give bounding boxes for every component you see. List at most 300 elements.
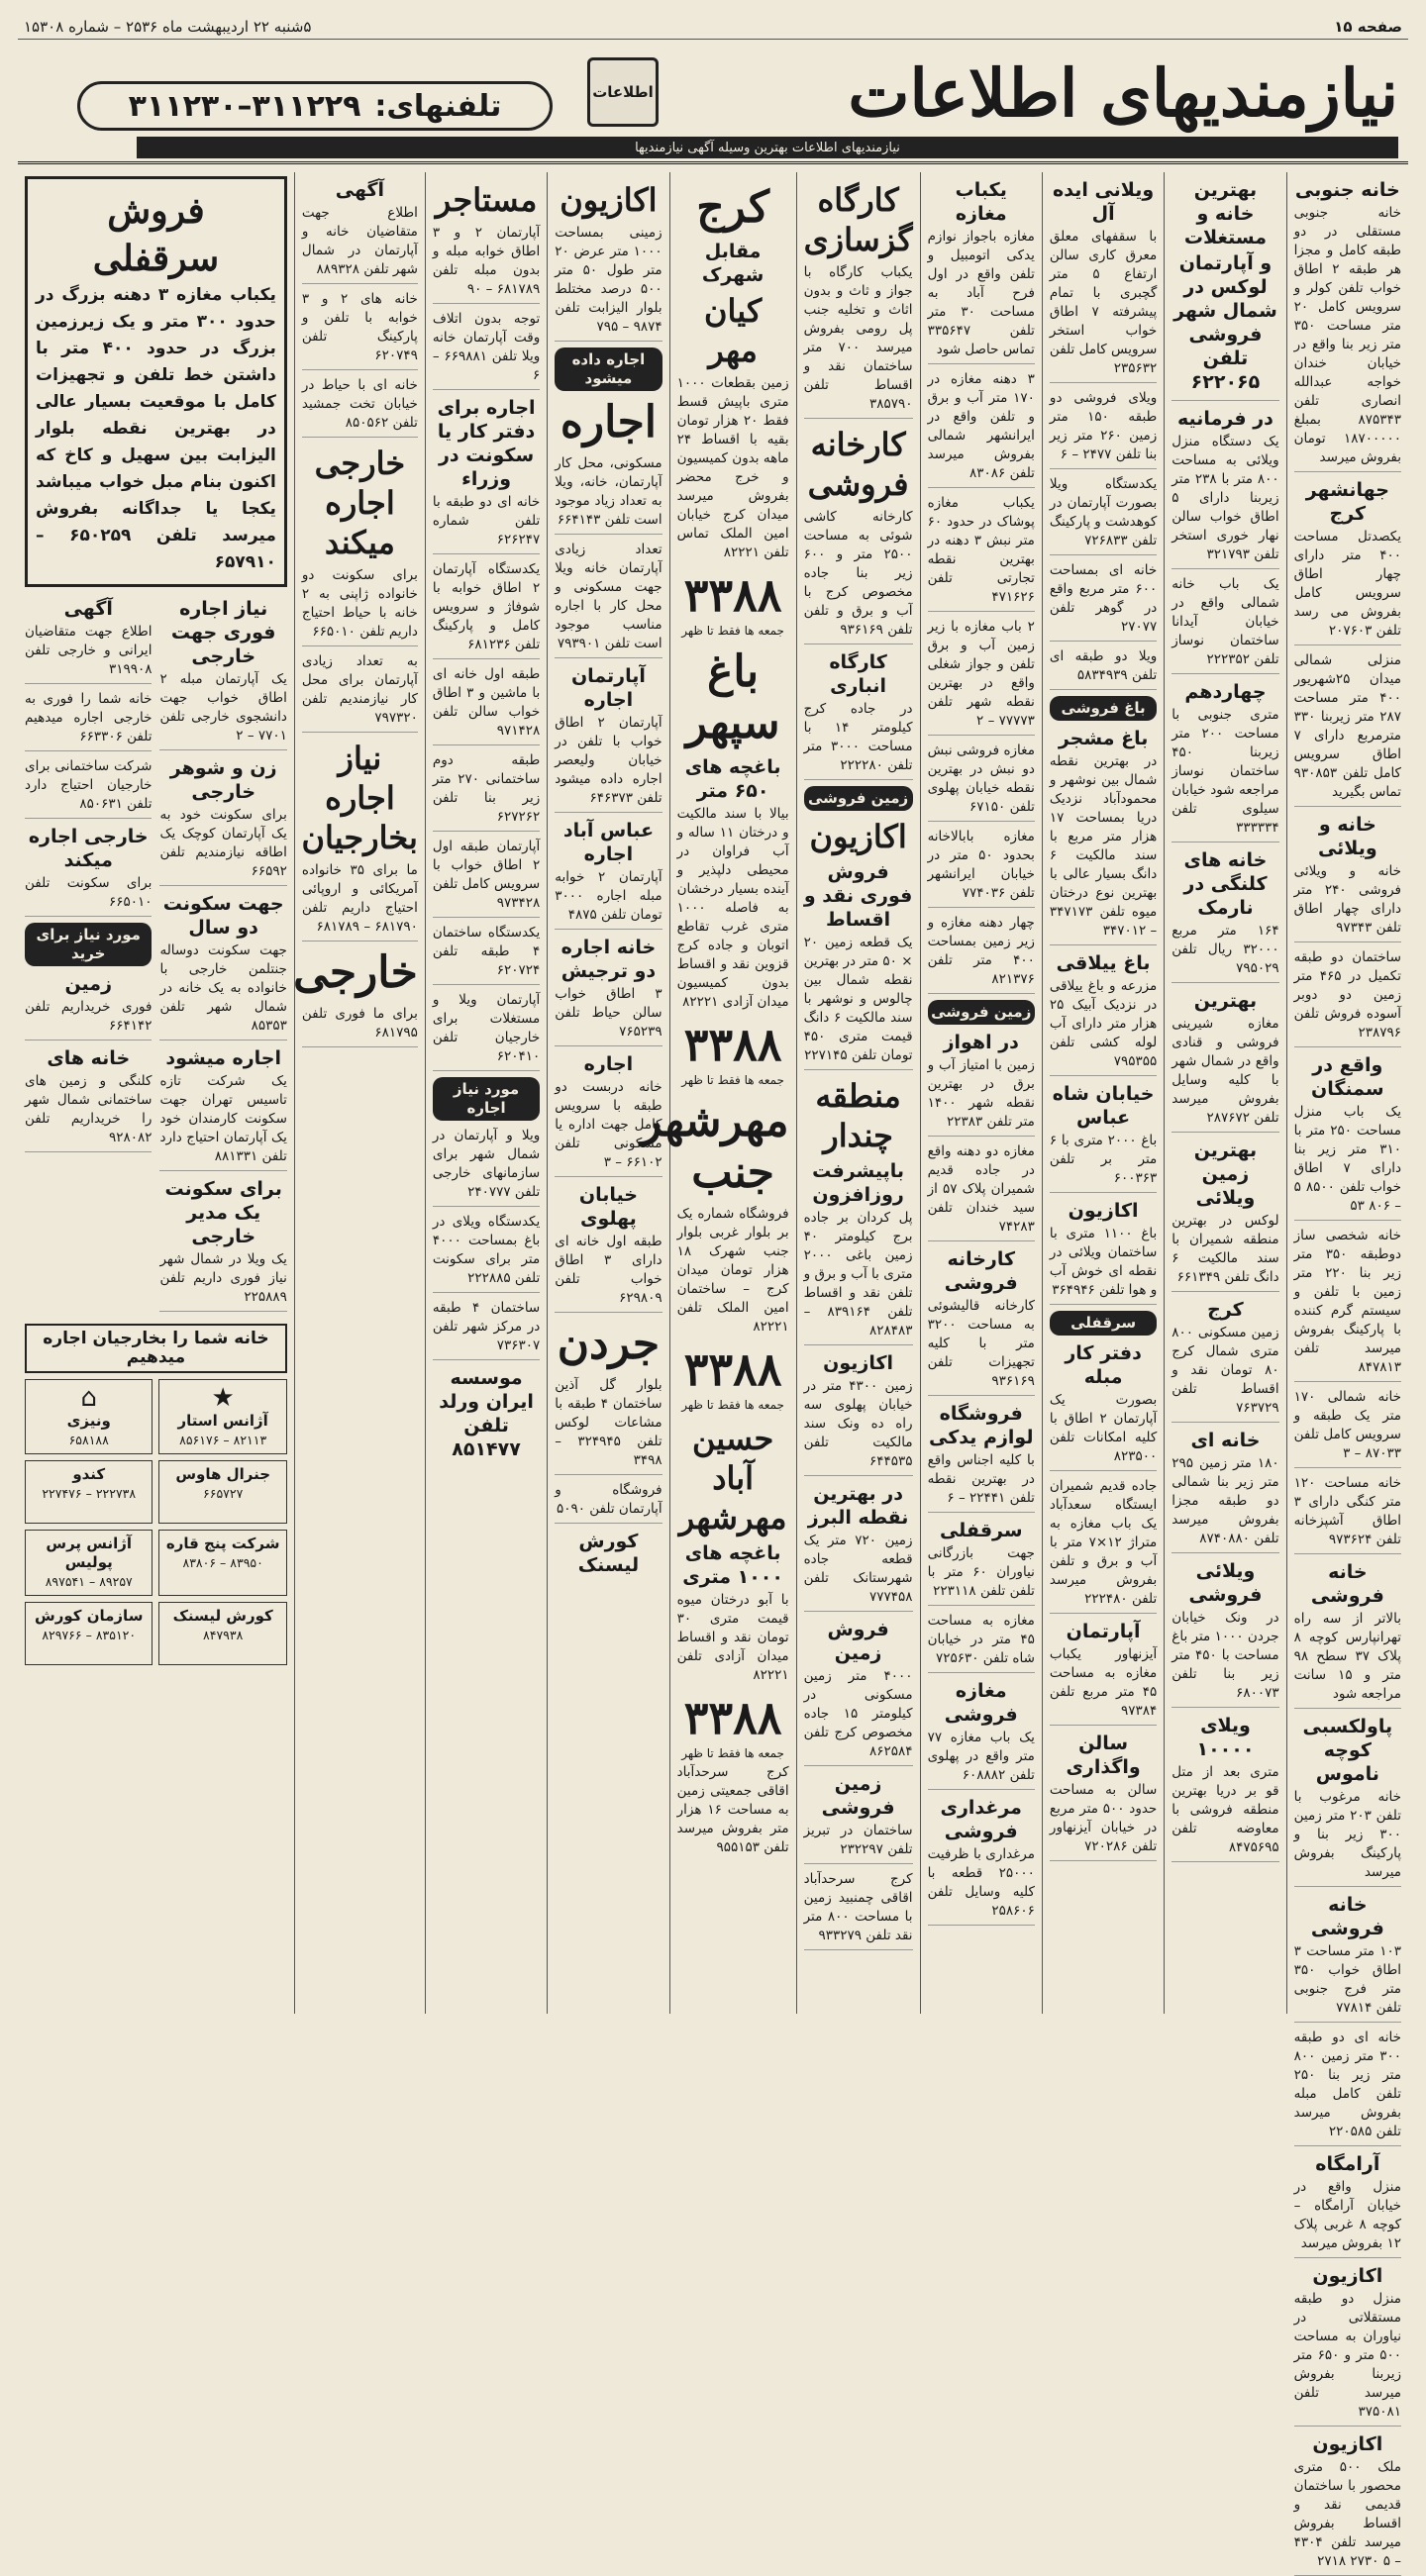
column-7 — [547, 172, 668, 2014]
ad — [928, 494, 1035, 612]
box-heading: سرقفلی — [92, 238, 220, 279]
ad-text: یکدستگاه ساختمان ۴ طبقه تلفن ۶۲۰۷۲۴ — [432, 925, 541, 978]
ad-text: ۱۶۴ متر مربع ۳۲۰۰۰ ریال تلفن ۷۹۵۰۲۹ — [1171, 923, 1279, 976]
agency-name: کورش لیسنک — [172, 1607, 273, 1625]
ad-text: آپارتمان ویلا و مستغلات برای خارجیان تلفن ۶۲۰۴۱۰ — [432, 992, 541, 1064]
ad-heading: بهترین زمین ویلائی — [1193, 1139, 1258, 1209]
ocasion-heading: اکازیون — [809, 818, 907, 855]
ad-heading: جهت سکونت دو سال — [162, 893, 284, 939]
ad — [1050, 389, 1157, 469]
ad — [433, 924, 540, 985]
phone-big: ۳۳۸۸ — [683, 568, 782, 622]
ad-heading: خانه اجاره دو ترجیش — [560, 937, 657, 982]
ad-text: خانه جنوبی مستقلی در دو طبقه کامل و مجزا هر طبقه ۲ اطاق خواب تلفن کولر و سرویس کامل ۲۰ متر مساحت ۳۵۰ متر زیر بنا واقع در خیابان خندان خواجه عبدالله انصاری تلفن ۸۷۵۳۴۳ بمبلغ ۱۸۷۰۰۰۰۰ تومان بفروش میرسد — [1293, 205, 1401, 465]
ad — [1050, 1620, 1157, 1726]
section-bar: مورد نیاز اجاره — [433, 1077, 540, 1121]
ad-heading: اکازیون — [560, 181, 658, 219]
ad-text: آپارتمان ۲ اطاق خواب با تلفن در خیابان ولیعصر اجاره داده میشود تلفن ۶۴۶۳۷۳ — [555, 715, 662, 806]
ad-heading: واقع در سمنگان — [1311, 1054, 1384, 1100]
ad — [1171, 575, 1278, 674]
ad-text: متری بعد از متل قو بر دریا بهترین منطقه فروشی با معاوضه تلفن ۸۴۷۵۶۹۵ — [1171, 1764, 1279, 1855]
ad-heading: خانه فروشی — [1310, 1561, 1384, 1607]
ad-heading: اکازیون — [1312, 2265, 1383, 2287]
ad — [1171, 1714, 1278, 1862]
ad-heading: فروش زمین — [827, 1619, 889, 1664]
ad — [555, 819, 662, 930]
ad-text: یکدستگاه آپارتمان ۲ اطاق خوابه با شوفاژ و سرویس کامل و پارکینگ تلفن ۶۸۱۲۳۶ — [432, 561, 541, 652]
ad — [804, 1076, 913, 1345]
ad — [302, 376, 418, 438]
masthead-title: نیازمندیهای اطلاعات — [848, 54, 1398, 132]
ad-text: پل کردان بر جاده برج کیلومتر ۴۰ زمین باغی ۲۰۰۰ متری با آب و برق و تلفن نقد و اقساط تلفن ۸۳۹۱۶۴ – ۸۲۸۴۸۳ — [803, 1210, 913, 1338]
ad — [1294, 2432, 1401, 2576]
ad-text: یک باب مغازه ۷۷ متر واقع در پهلوی تلفن ۶۰۸۸۸۲ — [927, 1730, 1035, 1783]
ad-text: زمین با امتیاز آب و برق در بهترین نقطه شهر ۱۴۰۰ متر تلفن ۲۲۳۸۳ — [927, 1057, 1035, 1130]
column-9 — [294, 172, 425, 2014]
ad-text: لوکس در بهترین منطقه شمیران با سند مالکیت ۶ دانگ تلفن ۶۶۱۳۴۹ — [1171, 1213, 1279, 1285]
ad-heading: زمین فروشی — [821, 1773, 895, 1819]
ad — [433, 991, 540, 1071]
ad-heading: کارخانه فروشی — [807, 426, 909, 503]
khareji-heading: خارجی اجاره میکند — [314, 445, 406, 561]
ad — [928, 1247, 1035, 1396]
ad — [302, 1005, 418, 1047]
ad — [25, 597, 152, 684]
agency-name: شرکت پنج قاره — [165, 1535, 280, 1552]
ad — [433, 665, 540, 745]
ad — [433, 560, 540, 659]
column-8 — [425, 172, 547, 2014]
ad — [1294, 1227, 1401, 1382]
ad-heading: خانه جنوبی — [1294, 179, 1400, 201]
ad-text: بصورت یک آپارتمان ۲ اطاق با کلیه امکانات تلفن ۸۲۳۵۰۰ — [1049, 1392, 1158, 1464]
ad — [1050, 475, 1157, 555]
ad-text: بلوار گل آذین ساختمان ۴ طبقه با مشاعات لوکس تلفن ۳۲۴۹۴۵ – ۳۴۹۸ — [555, 1377, 662, 1468]
section-bar: مورد نیاز برای خرید — [25, 923, 152, 966]
newspaper-page — [18, 14, 1408, 2569]
ad — [555, 180, 662, 342]
ad — [1171, 989, 1278, 1133]
ad — [1294, 2029, 1401, 2146]
ad — [1294, 1715, 1401, 1887]
ad-text: در ونک خیابان جردن ۱۰۰۰ متر باغ مساحت با ۴۵۰ متر زیر بنا تلفن ۶۸۰۰۷۳ — [1171, 1610, 1279, 1701]
phone-note: جمعه ها فقط تا ظهر — [681, 1073, 784, 1087]
ad-text: یک آپارتمان مبله ۲ اطاق خواب جهت دانشجوی خارجی تلفن ۷۷۰۱ – ۲ — [159, 671, 287, 743]
agency-tel: ۸۴۷۹۳۸ — [203, 1628, 244, 1642]
ad — [25, 1046, 152, 1152]
section-bar: سرقفلی — [1050, 1311, 1157, 1336]
ad — [159, 1177, 286, 1312]
ad — [804, 1351, 913, 1476]
two-column-block — [25, 595, 287, 1318]
hoseinabad-sub: باغچه های ۱۰۰۰ متری — [682, 1542, 783, 1588]
ad-text: خانه ای با حیاط در خیابان تخت جمشید تلفن ۸۵۰۵۶۲ — [301, 377, 418, 431]
ad-text: متری جنوبی با مساحت ۲۰۰ متر زیربنا ۴۵۰ ساختمان نوساز مراجعه شود خیابان سیلوی تلفن ۳۳۳۳۳۴ — [1171, 707, 1279, 836]
ad-heading: باغ ییلاقی — [1056, 952, 1151, 974]
masthead-band: نیازمندیهای اطلاعات بهترین وسیله آگهی نیازمندیها — [137, 137, 1398, 158]
ad-heading: زن و شوهر خارجی — [169, 757, 277, 803]
ad-text: ۱۸۰ متر زمین ۲۹۵ متر زیر بنا شمالی دو طبقه مجزا بفروش میرسد تلفن ۸۷۴۰۸۸۰ — [1171, 1455, 1279, 1546]
ad — [1171, 848, 1278, 983]
ad-text: یکصدتل مساحت ۴۰۰ متر دارای چهار اطاق سرویس کامل بفروش می رسد تلفن ۲۰۷۶۰۳ — [1293, 529, 1401, 639]
ad — [1050, 647, 1157, 690]
issue-date: ۵شنبه ۲۲ اردیبهشت ماه ۲۵۳۶ – شماره ۱۵۳۰۸ — [24, 17, 312, 36]
ad-heading: اجاره — [583, 1053, 634, 1075]
ad-heading: خارجی اجاره میکند — [28, 826, 149, 871]
ad-text: ویلا دو طبقه ای تلفن ۵۸۳۴۹۳۹ — [1049, 648, 1158, 683]
ad — [1050, 1477, 1157, 1614]
ad-text: آپارتمان طبقه اول ۲ اطاق خواب با سرویس کامل تلفن ۹۷۳۴۲۸ — [432, 839, 541, 911]
ad-text: ساختمان دو طبقه تکمیل در ۴۶۵ متر زمین دو دوبر آسوده فروش تلفن ۲۳۸۷۹۶ — [1293, 949, 1402, 1040]
agency-box — [158, 1460, 286, 1524]
ad — [555, 1376, 662, 1475]
ad — [1294, 1893, 1401, 2023]
ad-text: کلنگی و زمین های ساختمانی شمال شهر را خریداریم تلفن ۹۲۸۰۸۲ — [25, 1073, 153, 1145]
ad — [25, 972, 152, 1040]
ad — [25, 690, 152, 751]
ad — [1294, 2264, 1401, 2427]
ad — [928, 1612, 1035, 1673]
ad — [433, 1127, 540, 1207]
ad-subheading: باپیشرفت روزافزون — [812, 1160, 905, 1206]
mehrshahr-heading: مهرشهر جنب — [641, 1096, 789, 1198]
mostajer-heading: مستاجر — [435, 181, 538, 219]
ad-text: ۳ اطاق خواب سالن حیاط تلفن ۷۶۵۲۳۹ — [555, 986, 662, 1040]
columns — [18, 172, 1408, 2569]
column-6 — [641, 172, 796, 2014]
ad-heading: مرغداری فروشی — [940, 1797, 1022, 1842]
ad-heading: اکازیون — [1312, 2433, 1383, 2455]
agency-name: ونیزی — [66, 1412, 111, 1430]
ad-heading: اکازیون — [823, 1352, 894, 1374]
ad-heading: در بهترین نقطه البرز — [807, 1483, 909, 1529]
ad-text: مغازه باجواز نوازم یدکی اتومبیل و تلفن واقع در اول فرح آباد به مساحت ۳۰ متر تلفن ۳۳۵۶۴۷ تماس حاصل شود — [927, 229, 1035, 357]
ad-text: بالاتر از سه راه تهرانپارس کوچه ۸ پلاک ۳۷ سطح ۹۸ متر و ۱۵ سانت مراجعه شود — [1293, 1611, 1402, 1702]
ad — [555, 1481, 662, 1524]
ad-heading: سالن واگذاری — [1066, 1733, 1141, 1778]
ad-text: جهت سکونت دوساله جنتلمن خارجی با خانواده به یک خانه در شمال شهر تلفن ۸۵۳۵۳ — [159, 942, 287, 1034]
column-2 — [1164, 172, 1285, 2014]
ad-heading: آرامگاه — [1315, 2153, 1380, 2175]
ad-text: کرج سرحدآباد اقاقی جمعیتی زمین به مساحت ۱۶ هزار متر بفروش میرسد تلفن ۹۵۵۱۵۳ — [676, 1764, 789, 1855]
kianmehr-heading: کیان مهر — [704, 292, 763, 369]
ad-text: منزل دو طبقه مستقلاتی در نیاوران به مساحت ۵۰۰ متر و ۶۵۰ متر زیربنا بفروش میرسد تلفن ۳۷۵۰۸۱ — [1293, 2291, 1401, 2420]
jordan-heading: جردن — [557, 1319, 661, 1369]
masthead — [18, 46, 1408, 164]
ad — [804, 180, 913, 419]
ad-heading: کارخانه فروشی — [944, 1248, 1018, 1294]
ad-heading: چهاردهم — [1184, 681, 1267, 703]
ad-heading: ویلائی فروشی — [1188, 1560, 1263, 1606]
ad-text: طبقه اول خانه ای با ماشین و ۳ اطاق خواب سالن تلفن ۹۷۱۴۲۸ — [432, 666, 541, 739]
ad-heading: اجاره برای دفتر کار یا سکونت در وزراء — [437, 397, 536, 490]
box-heading: فروش — [107, 190, 205, 232]
ad-heading: خیابان شاه عباس — [1052, 1083, 1155, 1129]
section-bar: زمین فروشی — [928, 1000, 1035, 1025]
ad-text: ۳ دهنه مغازه در ۱۷۰ متر آب و برق و تلفن واقع در ایرانشهر شمالی بفروش میرسد تلفن ۸۳۰۸۶ — [927, 371, 1035, 481]
ad — [1171, 1298, 1278, 1423]
ad-heading: کرج — [1207, 1299, 1244, 1321]
ad-text: جاده قدیم شمیران ایستگاه سعدآباد یک باب مغازه به متراژ ۱۲×۷ متر با آب و برق و تلفن بفروش میرسد تلفن ۲۲۲۴۸۰ — [1049, 1478, 1158, 1607]
ad-text: چهار دهنه مغازه و زیر زمین بمساحت ۴۰۰ متر تلفن ۸۲۱۳۷۶ — [927, 915, 1035, 987]
ad — [804, 1772, 913, 1864]
ad — [804, 1870, 913, 1950]
column-3 — [1042, 172, 1164, 2014]
ad — [555, 1183, 662, 1313]
ad — [1171, 1139, 1278, 1292]
section-bar: باغ فروشی — [1050, 696, 1157, 721]
ad-text: یک دستگاه منزل ویلائی به مساحت ۸۰۰ متر با ۲۳۸ متر زیربنا دارای ۵ اطاق خواب سالن نهار خوری استخر تلفن ۳۲۱۷۹۳ — [1171, 434, 1279, 562]
ad — [1171, 1559, 1278, 1708]
ad — [1294, 1560, 1401, 1709]
ad-text: زمین مسکونی ۸۰۰ متری شمال کرج ۸۰ تومان نقد و اقساط تلفن ۷۶۳۷۲۹ — [1171, 1325, 1279, 1416]
niaz-heading: نیاز اجاره بخارجیان — [301, 740, 418, 856]
ad — [433, 1213, 540, 1293]
ejareh-heading: اجاره — [560, 397, 657, 447]
agency-box — [25, 1602, 153, 1665]
agency-tel: ۶۵۸۱۸۸ — [68, 1433, 109, 1447]
agency-box — [158, 1530, 286, 1596]
ad-text: با سقفهای معلق معرق کاری سالن ارتفاع ۵ متر گچبری با تمام پیشرفته ۷ اطاق خواب استخر سرویس کامل تلفن ۲۳۵۶۳۲ — [1049, 229, 1158, 376]
column-5 — [796, 172, 920, 2014]
ad-heading: کورش لیسنک — [577, 1531, 640, 1576]
phone-note: جمعه ها فقط تا ظهر — [681, 1398, 784, 1412]
ad — [159, 756, 286, 886]
ad — [555, 1052, 662, 1177]
ad — [1050, 727, 1157, 945]
ad-text: باغ ۱۱۰۰ متری با ساختمان ویلائی در نقطه ای خوش آب و هوا تلفن ۳۶۴۹۴۶ — [1049, 1226, 1158, 1298]
ad-text: آیزنهاور یکباب مغازه به مساحت ۴۵ متر مربع تلفن ۹۷۳۸۴ — [1049, 1646, 1158, 1719]
ad-heading: منطقه چندار — [815, 1077, 901, 1154]
ad-text: کارخانه کاشی شوئی به مساحت ۲۵۰۰ متر و ۶۰۰ زیر بنا جاده مخصوص کرج با آب و برق و تلفن تلفن ۹۳۶۱۶۹ — [803, 509, 913, 638]
phone-big: ۳۳۸۸ — [683, 1691, 782, 1744]
ad-text: یک باب خانه شمالی واقع در خیابان آیدانا ساختمان نوساز تلفن ۲۲۲۳۵۲ — [1171, 576, 1279, 667]
ad — [1294, 1388, 1401, 1468]
ad-heading: عباس آباد اجاره — [562, 820, 655, 865]
ad-text: جهت بازرگانی نیاوران ۶۰ متر با تلفن تلفن ۲۲۳۱۱۸ — [927, 1545, 1035, 1599]
ad-text: خانه مرغوب با تلفن ۲۰۳ متر زمین ۳۰۰ زیر بنا و پارکینگ بفروش میرسد — [1293, 1789, 1402, 1880]
ad-heading: یکباب مغازه — [955, 179, 1007, 225]
ad-heading: اکازیون — [1068, 1200, 1139, 1222]
ad — [804, 425, 913, 644]
ad-text: فوری خریداریم تلفن ۶۶۴۱۴۲ — [25, 999, 153, 1034]
agency-box — [25, 1530, 153, 1596]
ad-text: یکدستگاه ویلا بصورت آپارتمان در کوهدشت و پارکینگ تلفن ۷۲۶۸۳۳ — [1049, 476, 1158, 548]
ad-text: خانه و ویلائی فروشی ۲۴۰ متر دارای چهار اطاق تلفن ۹۷۳۴۳ — [1293, 863, 1402, 936]
ad-text: مغازه شیرینی فروشی و قنادی واقع در شمال شهر با کلیه وسایل بفروش میرسد تلفن ۲۸۷۶۷۲ — [1171, 1016, 1279, 1126]
ad-heading: سرقفلی — [939, 1520, 1023, 1541]
ad-text: برای سکونت خود به یک آپارتمان کوچک یک اطاقه نیازمندیم تلفن ۶۶۵۹۲ — [159, 807, 287, 879]
ad — [1050, 561, 1157, 642]
ad-text: ساختمان ۴ طبقه در مرکز شهر تلفن ۷۳۶۳۰۷ — [432, 1300, 541, 1353]
ad — [433, 310, 540, 390]
ad — [1294, 2152, 1401, 2258]
ad-heading: پاولکسبی کوچه ناموس — [1302, 1716, 1393, 1785]
ad-text: مغازه فروشی نبش دو نبش در بهترین نقطه خیابان پهلوی تلفن ۶۷۱۵۰ — [927, 743, 1035, 815]
ad — [1050, 1082, 1157, 1193]
ad-text: زمین ۷۲۰ متر یک قطعه جاده شهرستانک تلفن ۷۷۷۴۵۸ — [803, 1533, 913, 1605]
karaj-heading: کرج — [696, 182, 769, 233]
ad-text: خانه های ۲ و ۳ خوابه با تلفن و پارکینگ تلفن ۶۲۰۷۴۹ — [301, 291, 418, 363]
agency-box — [25, 1460, 153, 1524]
ad-text: مغازه دو دهنه واقع در جاده قدیم شمیران پلاک ۵۷ از سید خندان تلفن ۷۴۲۸۳ — [927, 1143, 1035, 1235]
ad-text: اطلاع جهت متقاضیان ایرانی و خارجی تلفن ۳۱۹۹۰۸ — [25, 624, 153, 677]
ad-text: به تعداد زیادی آپارتمان برای محل کار نیازمندیم تلفن ۷۹۷۳۲۰ — [301, 653, 418, 726]
ad — [1294, 651, 1401, 807]
bagh-sub: باغچه های ۶۵۰ متر — [684, 756, 781, 802]
ad-text: خانه ای دو طبقه با تلفن شماره ۶۲۶۲۴۷ — [432, 494, 541, 547]
ad — [25, 825, 152, 917]
agency-grid — [25, 1379, 287, 1665]
ad-text: یکدستگاه ویلای در باغ بمساحت ۴۰۰۰ متر برای سکونت تلفن ۲۲۲۸۸۵ — [432, 1214, 541, 1286]
ad-text: در بهترین نقطه شمال بین نوشهر و محمودآباد نزدیک دریا بمساحت ۱۷ هزار متر مربع با سند مالکیت ۶ دانگ بسیار عالی با بهترین نوع درختان میوه تلفن ۳۴۷۱۷۳ – ۳۴۷۰۱۲ — [1049, 753, 1158, 939]
ad-text: مزرعه و باغ ییلاقی در نزدیک آبیک ۲۵ هزار متر دارای آب لوله کشی تلفن ۷۹۵۳۵۵ — [1049, 978, 1158, 1069]
ad — [928, 1142, 1035, 1241]
ad-heading: آگهی — [335, 179, 385, 201]
ad — [555, 664, 662, 813]
ad-text: ۲ باب مغازه با زیر زمین آب و برق تلفن و جواز شغلی واقع در بهترین نقطه شهر تلفن ۷۷۷۷۳ – ۲ — [927, 619, 1035, 729]
ad-heading: خیابان پهلوی — [578, 1184, 638, 1230]
ad-text: اطلاع جهت متقاضیان خانه و آپارتمان در شمال شهر تلفن ۸۸۹۳۲۸ — [301, 205, 418, 277]
ad-text: ۴۰۰۰ متر زمین مسکونی در کیلومتر ۱۵ جاده مخصوص کرج تلفن ۸۶۲۵۸۴ — [803, 1668, 913, 1759]
ad — [1294, 813, 1401, 942]
house-icon: ⌂ — [80, 1383, 97, 1413]
ad-heading: کارگاه گزسازی — [803, 181, 913, 258]
subcolumn-right — [159, 595, 286, 1318]
ad-heading: جهانشهر کرج — [1305, 479, 1389, 525]
ad-text: ملک ۵۰۰ متری محصور با ساختمان قدیمی نقد و اقساط بفروش میرسد تلفن ۴۳۰۴ – ۵ ۲۷۳۰ ۲۷۱۸ — [1293, 2459, 1401, 2569]
ad — [1050, 1341, 1157, 1471]
ad-heading: ویلانی ایده آل — [1053, 179, 1155, 225]
ad-heading: نیاز اجاره فوری جهت خارجی — [170, 598, 276, 667]
ad — [1171, 407, 1278, 569]
ad-heading: خانه های — [47, 1047, 131, 1069]
ad — [302, 861, 418, 941]
agency-name: سازمان کورش — [35, 1607, 144, 1625]
ad — [928, 828, 1035, 908]
ad — [1050, 1732, 1157, 1861]
ad-text: سالن به مساحت حدود ۵۰۰ متر مربع در خیابان آیزنهاور تلفن ۷۲۰۲۸۶ — [1049, 1782, 1158, 1854]
ad-text: طبقه اول خانه ای دارای ۳ اطاق خواب تلفن ۶۲۹۸۰۹ — [555, 1234, 662, 1306]
phone-note: جمعه ها فقط تا ظهر — [681, 624, 784, 638]
mehrshahr-body: فروشگاه شماره یک بر بلوار غربی بلوار جنب شهرک ۱۸ هزار تومان میدان کرج – ساختمان امین الملک تلفن ۸۲۲۲۱ — [676, 1206, 789, 1335]
ad — [159, 597, 286, 750]
ad-heading: مغازه فروشی — [944, 1680, 1018, 1726]
ad — [1050, 1199, 1157, 1305]
masthead-phone-box — [77, 81, 553, 131]
column-10 — [18, 172, 294, 2014]
ad-heading: آگهی — [63, 598, 113, 620]
ad — [159, 1046, 286, 1171]
ad — [1171, 1429, 1278, 1553]
agency-tel: ۸۳۹۵۰ – ۸۳۸۰۶ — [182, 1555, 263, 1570]
ad — [302, 566, 418, 646]
ad — [302, 178, 418, 284]
ad — [928, 618, 1035, 736]
karaj-sub: مقابل شهرک — [701, 241, 764, 286]
rent-to-foreigners-banner: خانه شما را بخارجیان اجاره میدهیم — [25, 1324, 287, 1373]
ad — [1294, 1053, 1401, 1221]
ad-text: ویلای فروشی دو طبقه ۱۵۰ متر زمین ۲۶۰ متر زیر بنا تلفن ۲۴۷۷ – ۶ — [1049, 390, 1158, 462]
ad-text: خانه ای دو طبقه ۳۰۰ متر زمین ۸۰۰ متر زیر بنا ۲۵۰ تلفن کامل مبله بفروش میرسد تلفن ۲۲۰۵۸۵ — [1293, 2030, 1401, 2139]
ad — [433, 751, 540, 832]
ad-text: و آپارتمان لوکس در شمال شهر فروشی تلفن ۶۲۲۰۶۵ — [1173, 252, 1277, 393]
ad — [433, 1299, 540, 1360]
ad — [1294, 178, 1401, 472]
ad-text: توجه بدون اتلاف وقت آپارتمان خانه ویلا تلفن ۶۶۹۸۸۱ – ۶ — [432, 311, 541, 383]
agency-tel: ۲۲۲۷۳۸ – ۲۲۷۴۷۶ — [42, 1486, 137, 1501]
ad-text: کارخانه قالیشوئی به مساحت ۳۲۰۰ متر با کلیه تجهیزات تلفن ۹۳۶۱۶۹ — [927, 1298, 1035, 1389]
ad-heading: در فرمانیه — [1177, 408, 1273, 430]
ad-text: یکباب مغازه پوشاک در حدود ۶۰ متر نبش ۳ دهنه در بهترین نقطه تجارتی تلفن ۴۷۱۶۲۶ — [927, 495, 1035, 605]
agency-box — [158, 1379, 286, 1454]
ad-subheading: فروش فوری نقد و اقساط — [803, 861, 913, 931]
ad — [928, 1519, 1035, 1606]
agency-tel: ۸۹۲۵۷ – ۸۹۷۵۴۱ — [45, 1574, 133, 1589]
ad-text: تعداد زیادی آپارتمان خانه ویلا جهت مسکونی و محل کار با اجاره مناسب موجود است تلفن ۷۹۳۹۰۱ — [555, 542, 662, 651]
ad-text: خانه شخصی ساز دوطبقه ۳۵۰ متر زیر بنا ۲۲۰ متر زمین با تلفن و سیستم گرم کننده با پارکینگ بفروش میرسد تلفن ۸۴۷۸۱۳ — [1293, 1228, 1401, 1375]
phone-big: ۳۳۸۸ — [683, 1018, 782, 1071]
phone-big: ۳۳۸۸ — [683, 1342, 782, 1396]
ad-heading: آپارتمان — [1066, 1621, 1141, 1642]
ad — [302, 290, 418, 370]
box-body: یکباب مغازه ۳ دهنه بزرگ در حدود ۳۰۰ متر و یک زیرزمین بزرگ در حدود ۴۰۰ متر با داشتن خط تلفن و تجهیزات کامل با موقعیت بسیار عالی در بهترین نقطه بلوار الیزابت بین سهیل و کاخ که اکنون بنام مبل خواب میباشد یکجا یا جداگانه بفروش میرسد تلفن ۶۵۰۲۵۹ – ۶۵۷۹۱۰ — [36, 285, 276, 572]
ad — [555, 454, 662, 535]
bagh-sepehr-heading: باغ سپهر — [685, 646, 780, 748]
ad-heading: کارگاه انباری — [829, 651, 887, 697]
ad — [804, 1618, 913, 1766]
ad — [1294, 1474, 1401, 1554]
ad — [1171, 680, 1278, 842]
ad-text: ساختمان در تبریز تلفن ۲۳۲۲۹۷ — [803, 1823, 913, 1857]
ad-text: آپارتمان ۲ و ۳ اطاق خوابه مبله و بدون مبله تلفن ۶۸۱۷۸۹ – ۹۰ — [432, 225, 541, 297]
ad — [433, 838, 540, 918]
ad-heading: موسسه ایران ورلد تلفن ۸۵۱۴۷۷ — [439, 1367, 534, 1460]
ad-text: خانه مساحت ۱۲۰ متر کنگی دارای ۳ اطاق آشپزخانه تلفن ۹۷۳۶۲۴ — [1293, 1475, 1401, 1547]
ad-text: برای سکونت تلفن ۶۶۵۰۱۰ — [25, 875, 153, 910]
ad-text: زمین ۴۳۰۰ متر در خیابان پهلوی سه راه ده ونک سند مالکیت تلفن ۶۴۴۵۳۵ — [803, 1378, 913, 1469]
ad-heading: اجاره میشود — [165, 1047, 281, 1069]
ad — [1171, 178, 1278, 401]
ad-heading: در اهواز — [943, 1032, 1019, 1053]
ad-text: شرکت ساختمانی برای خارجیان احتیاج دارد تلفن ۸۵۰۶۳۱ — [25, 758, 153, 812]
page-number: صفحه ۱۵ — [1334, 17, 1402, 36]
ad-text: در جاده کرج کیلومتر ۱۴ با مساحت ۳۰۰۰ متر تلفن ۲۲۲۲۸۰ — [803, 701, 913, 773]
ad — [928, 178, 1035, 364]
ettelaat-logo: اطلاعات — [587, 57, 659, 127]
ad — [928, 1402, 1035, 1513]
ad — [302, 652, 418, 733]
ad-text: یکباب کارگاه با جواز و ثاث و بدون اثاث و تخلیه جنب پل رومی بفروش میرسد ۷۰۰ متر ساختمان نقد و اقساط تلفن ۳۸۵۷۹۰ — [803, 264, 913, 412]
ad-heading: بهترین خانه و مستغلات — [1183, 179, 1268, 248]
ad-text: یک شرکت تازه تاسیس تهران جهت سکونت کارمندان خود یک آپارتمان احتیاج دارد تلفن ۸۸۱۳۳۱ — [159, 1073, 287, 1164]
ad — [804, 650, 913, 780]
ad-text: کرج سرحدآباد اقاقی چمنبید زمین با مساحت ۸۰۰ متر نقد تلفن ۹۳۳۲۷۹ — [803, 1871, 913, 1943]
ad-text: زمینی بمساحت ۱۰۰۰ متر عرض ۲۰ متر طول ۵۰ متر ۵۰۰ درصد مختلط بلوار الیزابت تلفن ۹۸۷۴ – ۷۹۵ — [555, 225, 662, 335]
ad-text: یک قطعه زمین ۲۰ × ۵۰ متر در بهترین نقطه شمال بین چالوس و نوشهر با سند مالکیت ۶ دانگ قیمت متری ۴۵۰ تومان تلفن ۲۲۷۱۴۵ — [803, 935, 913, 1063]
ad-text: باغ ۲۰۰۰ متری با ۶ متر بر تلفن ۶۰۰۳۶۳ — [1049, 1133, 1158, 1186]
ad-text: طبقه دوم ساختمانی ۲۷۰ متر زیر بنا تلفن ۶۲۷۲۶۲ — [432, 752, 541, 825]
ad-text: خانه دربست دو طبقه با سرویس کامل جهت اداره یا مسکونی تلفن ۶۶۱۰۲ – ۳ — [555, 1079, 662, 1170]
ad — [1294, 478, 1401, 645]
ad — [928, 1796, 1035, 1926]
ad — [928, 742, 1035, 822]
ad-text: مرغداری با ظرفیت ۲۵۰۰۰ قطعه با کلیه وسایل تلفن ۲۵۸۶۰۶ — [927, 1846, 1035, 1919]
ad — [1294, 948, 1401, 1047]
star-icon: ★ — [211, 1383, 235, 1413]
ad-text: خانه شما را فوری به خارجی اجاره میدهیم تلفن ۶۶۳۳۰۶ — [25, 691, 153, 744]
ad-text: آپارتمان ۲ خوابه مبله اجاره ۳۰۰۰ تومان تلفن ۴۸۷۵ — [555, 869, 662, 923]
